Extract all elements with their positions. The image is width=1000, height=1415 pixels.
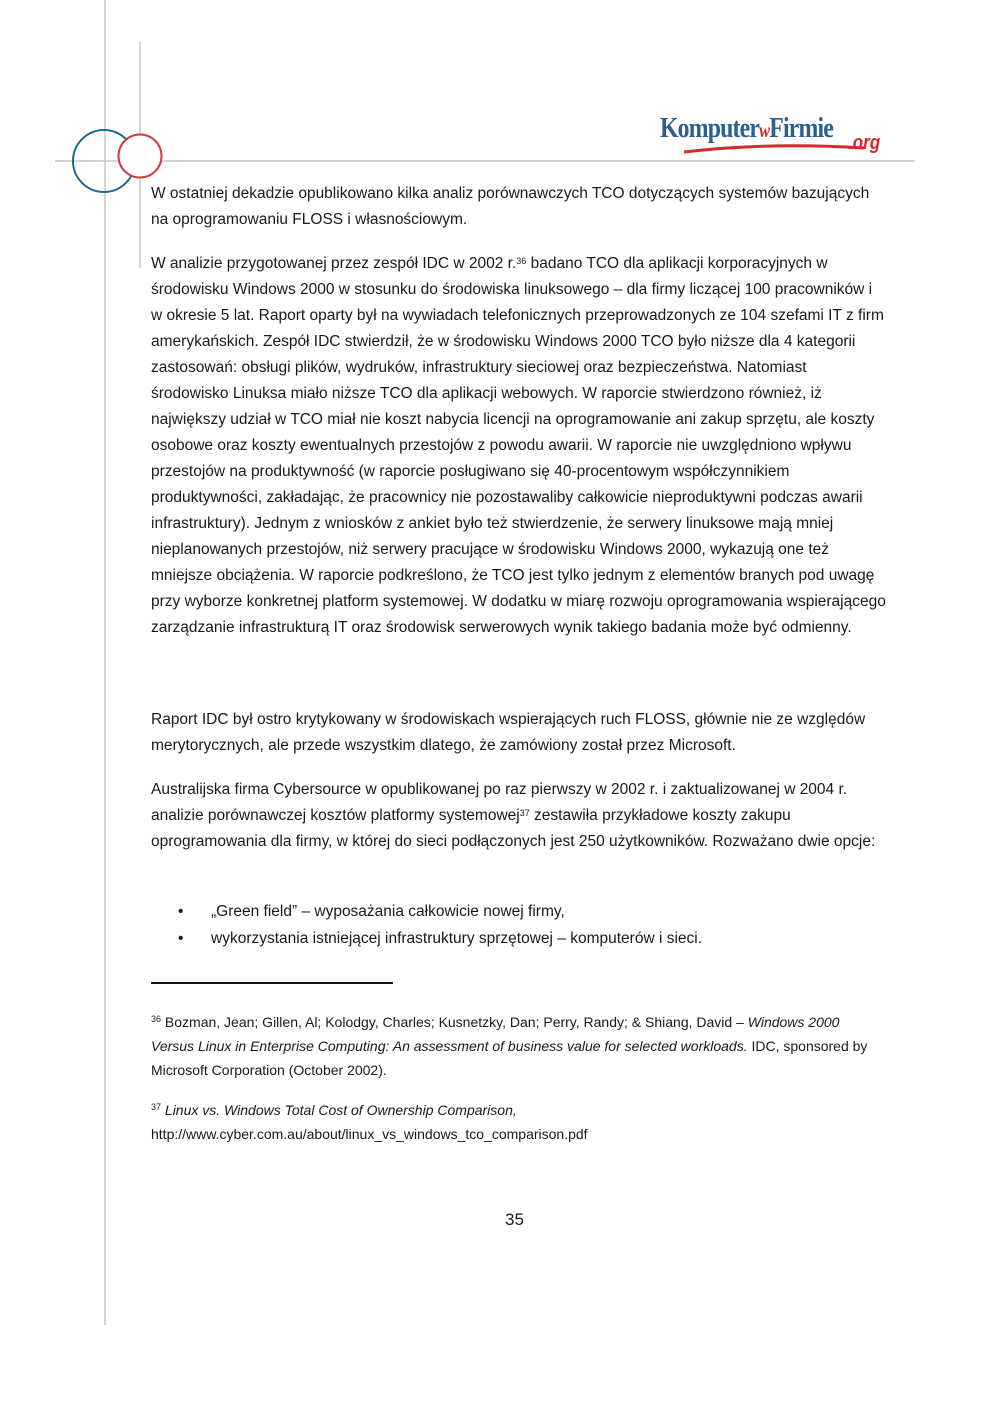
list-item <box>178 898 702 925</box>
paragraph-4-text <box>151 777 886 855</box>
paragraph-2-text <box>151 251 886 641</box>
paragraph-2 <box>151 251 886 641</box>
list-item-text: wykorzystania istniejącej infrastruktury sprzętowej – komputerów i sieci. <box>211 930 703 947</box>
footnote-title: Linux vs. Windows Total Cost of Ownership Comparison, <box>164 1102 517 1118</box>
footnote-ref-37[interactable]: 37 <box>519 808 530 818</box>
footnote-number: 36 <box>151 1014 162 1024</box>
footnote-url-link[interactable]: http://www.cyber.com.au/about/linux_vs_windows_tco_comparison.pdf <box>151 1126 588 1142</box>
footnote-publisher: IDC, sponsored by Microsoft Corporation (October 2002). <box>151 1038 868 1078</box>
paragraph-4-lead: Australijska firma Cybersource w opublikowanej po raz pierwszy w 2002 r. i zaktualizowanej w 2004 r. analizie porównawczej kosztów platformy systemowej <box>151 781 848 824</box>
list-item <box>178 925 702 952</box>
footnote-37 <box>151 1098 886 1146</box>
paragraph-4 <box>151 777 886 855</box>
footnote-separator <box>151 982 393 984</box>
footnote-authors: Bozman, Jean; Gillen, Al; Kolodgy, Charles; Kusnetzky, Dan; Perry, Randy; & Shiang, David – <box>164 1014 748 1030</box>
footnote-ref-36[interactable]: 36 <box>516 256 527 266</box>
logo-komputer: Komputer <box>660 112 760 144</box>
logo-firmie: Firmie <box>769 112 833 144</box>
paragraph-1 <box>151 181 886 233</box>
paragraph-1-text: W ostatniej dekadzie opublikowano kilka analiz porównawczych TCO dotyczących systemów bazujących na oprogramowaniu FLOSS i własnościowym. <box>151 185 870 228</box>
paragraph-2-rest: badano TCO dla aplikacji korporacyjnych w środowisku Windows 2000 w stosunku do środowiska linuksowego – dla firmy liczącej 100 pracowników i w okresie 5 lat. Raport oparty był na wywiadach telefonicznych przeprowadzonych ze 104 szefami IT z firm amerykańskich. Zespół IDC stwierdził, że w środowisku Windows 2000 TCO było niższe dla 4 kategorii zastosowań: obsługi plików, wydruków, infrastruktury sieciowej oraz bezpieczeństwa. Natomiast środowisko Linuksa miało niższe TCO dla aplikacji webowych. W raporcie stwierdzono również, iż największy udział w TCO miał nie koszt nabycia licencji na oprogramowanie ani zakup sprzętu, ale koszty osobowe oraz koszty ewentualnych przestojów z powodu awarii. W raporcie nie uwzględniono wpływu przestojów na produktywność (w raporcie posługiwano się 40-procentowym współczynnikiem produktywności, zakładając, że pracownicy nie pozostawaliby całkowicie nieproduktywni podczas awarii infrastruktury). Jednym z wniosków z ankiet było też stwierdzenie, że serwery linuksowe mają mniej nieplanowanych przestojów, niż serwery pracujące w środowisku Windows 2000, wykazują one też mniejsze obciążenia. W raporcie podkreślono, że TCO jest tylko jednym z elementów branych pod uwagę przy wyborze konkretnej platform systemowej. W dodatku w miarę rozwoju oprogramowania wspierającego zarządzanie infrastrukturą IT oraz środowisk serwerowych wynik takiego badania może być odmienny. <box>151 255 886 636</box>
logo-w: w <box>759 120 770 142</box>
paragraph-2-lead: W analizie przygotowanej przez zespół IDC w 2002 r. <box>151 255 517 272</box>
bullet-list <box>178 898 702 952</box>
paragraph-3-text: Raport IDC był ostro krytykowany w środowiskach wspierających ruch FLOSS, głównie nie ze względów merytorycznych, ale przede wszystkim dlatego, że zamówiony został przez Microsoft. <box>151 711 866 754</box>
logo-org: .org <box>848 132 881 154</box>
footnote-36 <box>151 1010 886 1082</box>
footnote-title: Windows 2000 Versus Linux in Enterprise Computing: An assessment of business value for selected workloads. <box>151 1014 840 1054</box>
red-circle-icon <box>119 135 162 178</box>
logo-text <box>660 112 833 145</box>
list-item-text: „Green field” – wyposażania całkowicie nowej firmy, <box>211 903 565 920</box>
footnote-number: 37 <box>151 1102 162 1112</box>
bullet-icon: • <box>178 903 184 920</box>
bullet-icon: • <box>178 930 184 947</box>
paragraph-4-rest: zestawiła przykładowe koszty zakupu oprogramowania dla firmy, w której do sieci podłączonych jest 250 użytkowników. Rozważano dwie opcje: <box>151 807 876 850</box>
site-logo <box>660 112 890 164</box>
paragraph-3 <box>151 707 886 759</box>
page-number: 35 <box>505 1210 524 1229</box>
